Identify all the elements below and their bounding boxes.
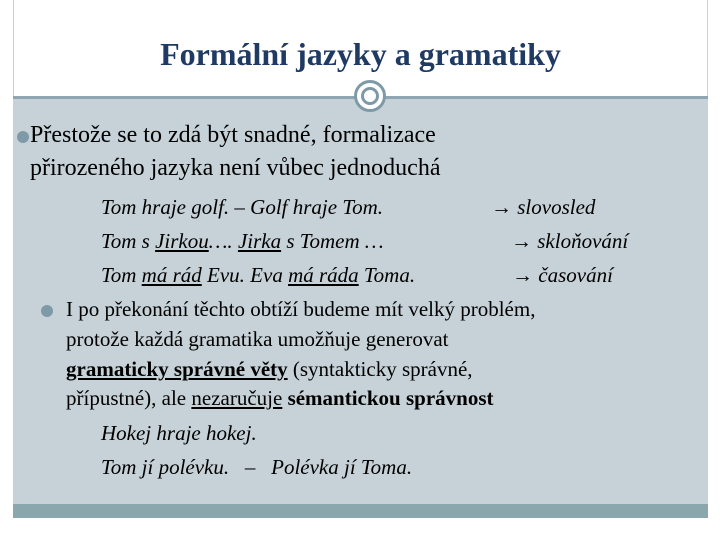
example-label: slovosled [517,195,596,219]
bullet2-example-1: Hokej hraje hokej. [101,421,257,445]
example-text: …. [208,229,238,253]
example-text: s Tomem … [281,229,384,253]
bullet2-text: (syntakticky správné, [287,357,473,381]
example-text: Tom hraje golf. – Golf hraje Tom. [101,195,383,219]
example-label-3 [512,263,613,288]
bullet2-example-2: Tom jí polévku. – Polévka jí Toma. [101,455,413,479]
bold-underlined-phrase: gramaticky správné věty [66,357,288,381]
example-label: časování [538,263,613,287]
bullet1-line1: Přestože se to zdá být snadné, formalizace [30,122,436,148]
example-row-2 [101,229,384,254]
example-row-3 [101,263,415,288]
bullet-icon [17,131,29,143]
example-label-2 [511,229,628,254]
page-title: Formální jazyky a gramatiky [160,36,561,72]
example-underlined: Jirkou [155,229,209,253]
bullet1-line2: přirozeného jazyka není vůbec jednoduchá [30,155,441,181]
decorative-circle-icon [354,80,386,112]
arrow-icon: → [491,195,512,219]
bullet2-line4 [66,386,494,411]
example-label-1 [491,195,595,220]
bullet2-line3 [66,357,473,382]
example-label: skloňování [537,229,629,253]
bullet2-text: přípustné), ale [66,386,192,410]
arrow-icon: → [512,263,533,287]
example-text: Tom s [101,229,156,253]
example-text: Toma. [358,263,416,287]
example-text: Tom [101,263,142,287]
slide [13,0,708,540]
underlined-word: nezaručuje [191,386,283,410]
example-text: Evu. Eva [201,263,289,287]
arrow-icon: → [511,229,532,253]
footer-bar [13,504,708,518]
bold-phrase: sémantickou správnost [282,386,494,410]
example-row-1 [101,195,383,220]
bullet2-line2: protože každá gramatika umožňuje generovat [66,327,449,351]
example-underlined: Jirka [237,229,282,253]
bullet2-line1: I po překonání těchto obtíží budeme mít velký problém, [66,297,536,321]
example-underlined: má rád [141,263,202,287]
example-underlined: má ráda [288,263,359,287]
bullet-icon [41,305,53,317]
